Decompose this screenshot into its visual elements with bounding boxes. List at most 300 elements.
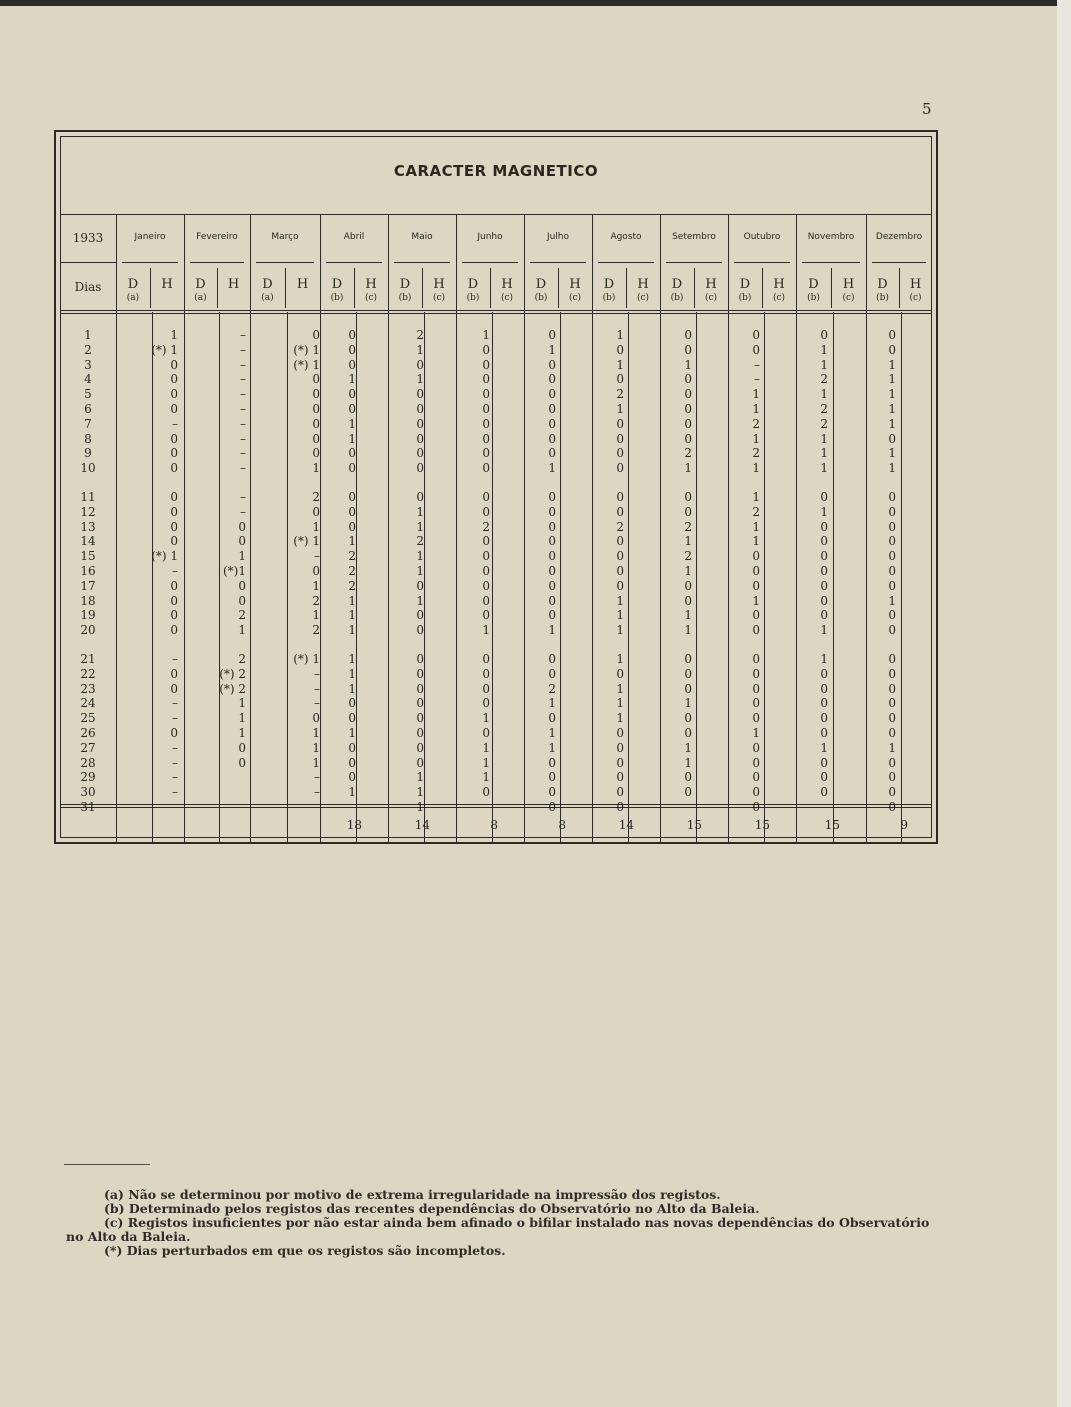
out_d-value: 0 [752, 770, 760, 785]
d-sub: (b) [602, 293, 616, 303]
month-underline [394, 262, 450, 263]
jul_d-value: 1 [548, 740, 556, 755]
fev_h-value: – [240, 416, 246, 431]
dez_d-value: 0 [888, 519, 896, 534]
fev_h-value: 1 [238, 549, 246, 564]
jun_d-value: 1 [482, 328, 490, 342]
jan_h-value: 0 [170, 357, 178, 372]
mai_d-value: 1 [416, 770, 424, 785]
day-number: 7 [84, 416, 92, 431]
jul_d-value: 0 [548, 549, 556, 564]
jun_d-value: 0 [482, 431, 490, 446]
jul_d-value: 0 [548, 666, 556, 681]
d-header: D [877, 277, 888, 292]
set_d-value: 0 [684, 431, 692, 446]
jul_d-value: 0 [548, 800, 556, 814]
out_d-value: – [754, 357, 760, 372]
jun_d-value: 1 [482, 770, 490, 785]
mar_h-value: – [314, 549, 320, 564]
mai_d-value: 2 [416, 328, 424, 342]
jan_h-value: 0 [170, 504, 178, 519]
body-col-line [833, 312, 834, 844]
set_d-value: 0 [684, 593, 692, 608]
body-col-line [764, 312, 765, 844]
day-number: 31 [80, 800, 96, 814]
abr_d-value: 0 [348, 770, 356, 785]
fev_h-value: – [240, 446, 246, 461]
month-underline [326, 262, 382, 263]
jan_h-value: 0 [170, 534, 178, 549]
set_d-value: 0 [684, 372, 692, 387]
month-header-7: Agosto [610, 232, 642, 242]
jun_d-value: 1 [482, 623, 490, 638]
mar_h-value: (*) 1 [293, 652, 320, 666]
out_d-value: 0 [752, 666, 760, 681]
abr_d-value: 1 [348, 785, 356, 800]
set_d-value: 0 [684, 402, 692, 416]
fev_h-value: – [240, 342, 246, 357]
ago_d-value: 2 [616, 519, 624, 534]
rule-above-totals [60, 804, 932, 805]
abr_d-value: 0 [348, 357, 356, 372]
dez_d-value: 0 [888, 608, 896, 623]
set_d-value: 1 [684, 534, 692, 549]
mai_d-value: 0 [416, 755, 424, 770]
mar_h-value: 0 [312, 402, 320, 416]
mar_h-value: 1 [312, 740, 320, 755]
h-header: H [909, 277, 922, 292]
nov_d-value: 0 [820, 593, 828, 608]
jul_d-value: 0 [548, 387, 556, 402]
dez_d-value: 0 [888, 328, 896, 342]
jan_h-value: 0 [170, 608, 178, 623]
d-sub: (b) [398, 293, 412, 303]
mai_d-value: 0 [416, 446, 424, 461]
out_d-value: 0 [752, 696, 760, 711]
month-header-3: Abril [343, 232, 365, 242]
day-number: 9 [84, 446, 92, 461]
mai_d-value: 0 [416, 623, 424, 638]
h-sub: (c) [772, 293, 786, 303]
abr_d-value: 1 [348, 666, 356, 681]
fev_h-value: 1 [238, 726, 246, 740]
month-underline [802, 262, 860, 263]
fev_h-value: 1 [238, 711, 246, 726]
jul_d-value: 0 [548, 402, 556, 416]
h-header: H [296, 277, 309, 292]
fev_h-value: 0 [238, 519, 246, 534]
mar_h-value: 1 [312, 755, 320, 770]
d-sub: (b) [534, 293, 548, 303]
nov_d-value: 0 [820, 755, 828, 770]
nov_d-value: 1 [820, 740, 828, 755]
abr_d-value: 0 [348, 740, 356, 755]
jun_d-value: 0 [482, 402, 490, 416]
footnote-star: (*) Dias perturbados em que os registos são incompletos. [104, 1243, 506, 1258]
mar_h-value: 0 [312, 564, 320, 578]
fev_h-value: 1 [238, 623, 246, 638]
mai_d-value: 1 [416, 785, 424, 800]
mar_h-value: 2 [312, 490, 320, 504]
jun_d-value: 0 [482, 785, 490, 800]
mar_h-value: – [314, 770, 320, 785]
days-label: Dias [74, 280, 102, 294]
jan_h-value: – [172, 770, 178, 785]
body-col-line [696, 312, 697, 844]
d-sub: (b) [330, 293, 344, 303]
day-number: 17 [80, 578, 96, 593]
day-number: 23 [80, 681, 96, 696]
jan_h-value: – [172, 785, 178, 800]
abr_d-value: 1 [348, 681, 356, 696]
set_d-value: 1 [684, 357, 692, 372]
jun_d-value: 0 [482, 549, 490, 564]
jan_h-value: 0 [170, 461, 178, 476]
mai_d-value: 0 [416, 711, 424, 726]
fev_h-value: – [240, 372, 246, 387]
out_d-value: 2 [752, 504, 760, 519]
fev_h-value: – [240, 357, 246, 372]
nov_d-value: 1 [820, 461, 828, 476]
nov_d-value: 1 [820, 387, 828, 402]
h-header: H [773, 277, 785, 292]
dez_d-value: 1 [888, 593, 896, 608]
jul_d-value: 0 [548, 564, 556, 578]
ago_d-value: 0 [616, 726, 624, 740]
h-header: H [227, 277, 240, 292]
set_d-value: 0 [684, 416, 692, 431]
ago_d-value: 0 [616, 740, 624, 755]
set_d-value: 0 [684, 504, 692, 519]
mar_h-value: – [314, 800, 320, 814]
jan_h-value: 0 [170, 446, 178, 461]
month-divider [250, 214, 251, 844]
abr_d-value: 0 [348, 402, 356, 416]
jan_h-value: – [172, 711, 178, 726]
d-header: D [399, 277, 411, 292]
abr_d-value: 0 [348, 446, 356, 461]
ago_d-value: 0 [616, 372, 624, 387]
jun_d-value: 0 [482, 534, 490, 549]
day-number: 27 [80, 740, 96, 755]
jan_h-value: 0 [170, 593, 178, 608]
month-underline [530, 262, 586, 263]
d-header: D [535, 277, 547, 292]
fev_h-value: – [240, 504, 246, 519]
month-divider [184, 214, 185, 844]
month-underline [256, 262, 314, 263]
jan_h-value: 0 [170, 519, 178, 534]
jan_h-value: – [172, 800, 178, 814]
nov_d-value: 0 [820, 490, 828, 504]
set_d-value: 2 [684, 446, 692, 461]
total-7: 15 [824, 818, 840, 832]
day-number: 11 [80, 490, 96, 504]
page-number: 5 [922, 100, 932, 118]
rule-under-header-2 [60, 313, 932, 314]
jun_d-value: 0 [482, 666, 490, 681]
mai_d-value: 2 [416, 534, 424, 549]
d-sub: (a) [126, 293, 140, 303]
jul_d-value: 0 [548, 446, 556, 461]
dez_d-value: 0 [888, 490, 896, 504]
out_d-value: 0 [752, 740, 760, 755]
dez_d-value: 0 [888, 534, 896, 549]
set_d-value: 0 [684, 328, 692, 342]
mai_d-value: 0 [416, 681, 424, 696]
day-number: 21 [80, 652, 96, 666]
out_d-value: 0 [752, 681, 760, 696]
mai_d-value: 0 [416, 726, 424, 740]
month-header-8: Setembro [672, 232, 716, 242]
h-header: H [637, 277, 649, 292]
month-header-9: Outubro [743, 232, 781, 242]
jun_d-value: 0 [482, 461, 490, 476]
dez_d-value: 1 [888, 461, 896, 476]
fev_h-value: 0 [238, 578, 246, 593]
h-header: H [501, 277, 513, 292]
day-number: 28 [80, 755, 96, 770]
h-sub: (c) [432, 293, 446, 303]
abr_d-value: 2 [348, 564, 356, 578]
out_d-value: 1 [752, 534, 760, 549]
set_d-value: 1 [684, 740, 692, 755]
ago_d-value: 0 [616, 490, 624, 504]
body-col-line [424, 312, 425, 844]
out_d-value: 0 [752, 652, 760, 666]
d-header: D [467, 277, 479, 292]
ago_d-value: 0 [616, 504, 624, 519]
jun_d-value: 0 [482, 416, 490, 431]
out_d-value: 1 [752, 387, 760, 402]
out_d-value: 1 [752, 461, 760, 476]
h-header: H [433, 277, 445, 292]
jan_h-value: – [172, 652, 178, 666]
set_d-value: 0 [684, 785, 692, 800]
mar_h-value: 0 [312, 711, 320, 726]
mar_h-value: – [314, 681, 320, 696]
fev_h-value: 2 [238, 652, 246, 666]
table-title: CARACTER MAGNETICO [393, 162, 599, 180]
nov_d-value: 1 [820, 342, 828, 357]
jun_d-value: 0 [482, 342, 490, 357]
dez_d-value: 0 [888, 549, 896, 564]
top-edge [0, 0, 1071, 6]
day-number: 4 [84, 372, 92, 387]
dez_d-value: 0 [888, 755, 896, 770]
nov_d-value: 0 [820, 711, 828, 726]
jan_h-value: – [172, 564, 178, 578]
abr_d-value: 2 [348, 549, 356, 564]
nov_d-value: 1 [820, 357, 828, 372]
jan_h-value: 0 [170, 666, 178, 681]
nov_d-value: 2 [820, 402, 828, 416]
jul_d-value: 0 [548, 372, 556, 387]
dez_d-value: 0 [888, 770, 896, 785]
mar_h-value: 1 [312, 519, 320, 534]
dez_d-value: 0 [888, 726, 896, 740]
ago_d-value: 0 [616, 534, 624, 549]
mar_h-value: 1 [312, 578, 320, 593]
h-sub: (c) [568, 293, 582, 303]
ago_d-value: 1 [616, 328, 624, 342]
set_d-value: 0 [684, 490, 692, 504]
day-number: 2 [84, 342, 92, 357]
d-header: D [808, 277, 819, 292]
month-underline [872, 262, 926, 263]
nov_d-value: 0 [820, 549, 828, 564]
d-sub: (b) [738, 293, 752, 303]
day-number: 6 [84, 402, 92, 416]
abr_d-value: 1 [348, 652, 356, 666]
rule-under-title [60, 214, 932, 215]
d-sub: (b) [466, 293, 480, 303]
out_d-value: 0 [752, 785, 760, 800]
jun_d-value: 0 [482, 681, 490, 696]
dez_d-value: 0 [888, 711, 896, 726]
abr_d-value: 0 [348, 387, 356, 402]
d-sub: (a) [194, 293, 207, 303]
set_d-value: 1 [684, 461, 692, 476]
fev_h-value: – [240, 328, 246, 342]
jul_d-value: 0 [548, 328, 556, 342]
month-header-5: Junho [477, 232, 503, 242]
dez_d-value: 1 [888, 357, 896, 372]
month-header-10: Novembro [807, 232, 855, 242]
ago_d-value: 1 [616, 357, 624, 372]
mai_d-value: 1 [416, 800, 424, 814]
jul_d-value: 0 [548, 770, 556, 785]
dez_d-value: 0 [888, 652, 896, 666]
jul_d-value: 0 [548, 534, 556, 549]
day-number: 30 [80, 785, 96, 800]
set_d-value: 2 [684, 519, 692, 534]
set_d-value: 1 [684, 696, 692, 711]
rule-above-totals-2 [60, 807, 932, 808]
fev_h-value: – [240, 431, 246, 446]
month-header-6: Julho [546, 232, 570, 242]
total-3: 8 [558, 818, 566, 832]
body-col-line [560, 312, 561, 844]
jan_h-value: 0 [170, 431, 178, 446]
mar_h-value: 1 [312, 461, 320, 476]
dez_d-value: 0 [888, 785, 896, 800]
day-number: 29 [80, 770, 96, 785]
h-sub: (c) [364, 293, 378, 303]
nov_d-value: 0 [820, 608, 828, 623]
mai_d-value: 0 [416, 461, 424, 476]
out_d-value: 1 [752, 402, 760, 416]
jun_d-value: 2 [482, 519, 490, 534]
abr_d-value: 2 [348, 578, 356, 593]
dez_d-value: 1 [888, 402, 896, 416]
abr_d-value: 0 [348, 711, 356, 726]
month-header-2: Março [271, 232, 299, 242]
ago_d-value: 0 [616, 431, 624, 446]
mar_h-value: – [314, 785, 320, 800]
day-number: 8 [84, 431, 92, 446]
mai_d-value: 1 [416, 593, 424, 608]
abr_d-value: 0 [348, 755, 356, 770]
day-number: 22 [80, 666, 96, 681]
jul_d-value: 0 [548, 504, 556, 519]
dez_d-value: 0 [888, 623, 896, 638]
mar_h-value: 0 [312, 416, 320, 431]
jul_d-value: 1 [548, 726, 556, 740]
dez_d-value: 1 [888, 416, 896, 431]
set_d-value: 0 [684, 726, 692, 740]
nov_d-value: 0 [820, 696, 828, 711]
dez_d-value: 0 [888, 666, 896, 681]
jul_d-value: 1 [548, 342, 556, 357]
day-number: 14 [80, 534, 96, 549]
jun_d-value: 0 [482, 593, 490, 608]
ago_d-value: 0 [616, 564, 624, 578]
jun_d-value: 0 [482, 446, 490, 461]
jun_d-value: 0 [482, 652, 490, 666]
abr_d-value: 1 [348, 608, 356, 623]
d-header: D [262, 277, 273, 292]
fev_h-value: 0 [238, 740, 246, 755]
abr_d-value: 1 [348, 593, 356, 608]
month-header-4: Maio [411, 232, 433, 242]
mai_d-value: 1 [416, 504, 424, 519]
jan_h-value: 0 [170, 402, 178, 416]
day-number: 1 [84, 328, 92, 342]
month-underline [666, 262, 722, 263]
nov_d-value: 1 [820, 431, 828, 446]
abr_d-value: 0 [348, 342, 356, 357]
dez_d-value: 0 [888, 431, 896, 446]
month-header-11: Dezembro [875, 232, 923, 242]
dez_d-value: 0 [888, 681, 896, 696]
out_d-value: 0 [752, 800, 760, 814]
jun_d-value: 0 [482, 608, 490, 623]
ago_d-value: 0 [616, 755, 624, 770]
body-col-line [901, 312, 902, 844]
footnote-b: (b) Determinado pelos registos das recentes dependências do Observatório no Alto da Baleia. [104, 1201, 760, 1216]
jul_d-value: 0 [548, 593, 556, 608]
mai_d-value: 1 [416, 519, 424, 534]
ago_d-value: 1 [616, 681, 624, 696]
nov_d-value: 0 [820, 519, 828, 534]
set_d-value: 0 [684, 770, 692, 785]
mar_h-value: 0 [312, 446, 320, 461]
dez_d-value: 0 [888, 504, 896, 519]
dez_d-value: 0 [888, 342, 896, 357]
abr_d-value: 1 [348, 416, 356, 431]
mai_d-value: 1 [416, 549, 424, 564]
dez_d-value: 1 [888, 372, 896, 387]
ago_d-value: 1 [616, 623, 624, 638]
mar_h-value: (*) 1 [293, 357, 320, 372]
month-header-0: Janeiro [134, 232, 166, 242]
set_d-value: 0 [684, 681, 692, 696]
dez_d-value: 0 [888, 564, 896, 578]
jan_h-value: 0 [170, 726, 178, 740]
ago_d-value: 1 [616, 608, 624, 623]
fev_h-value: (*) 2 [219, 681, 246, 696]
day-number: 15 [80, 549, 96, 564]
h-header: H [365, 277, 377, 292]
nov_d-value: 1 [820, 623, 828, 638]
out_d-value: 0 [752, 755, 760, 770]
jan_h-value: 0 [170, 372, 178, 387]
out_d-value: – [754, 372, 760, 387]
jan_h-value: – [172, 755, 178, 770]
set_d-value: 1 [684, 623, 692, 638]
jan_h-value: 0 [170, 623, 178, 638]
